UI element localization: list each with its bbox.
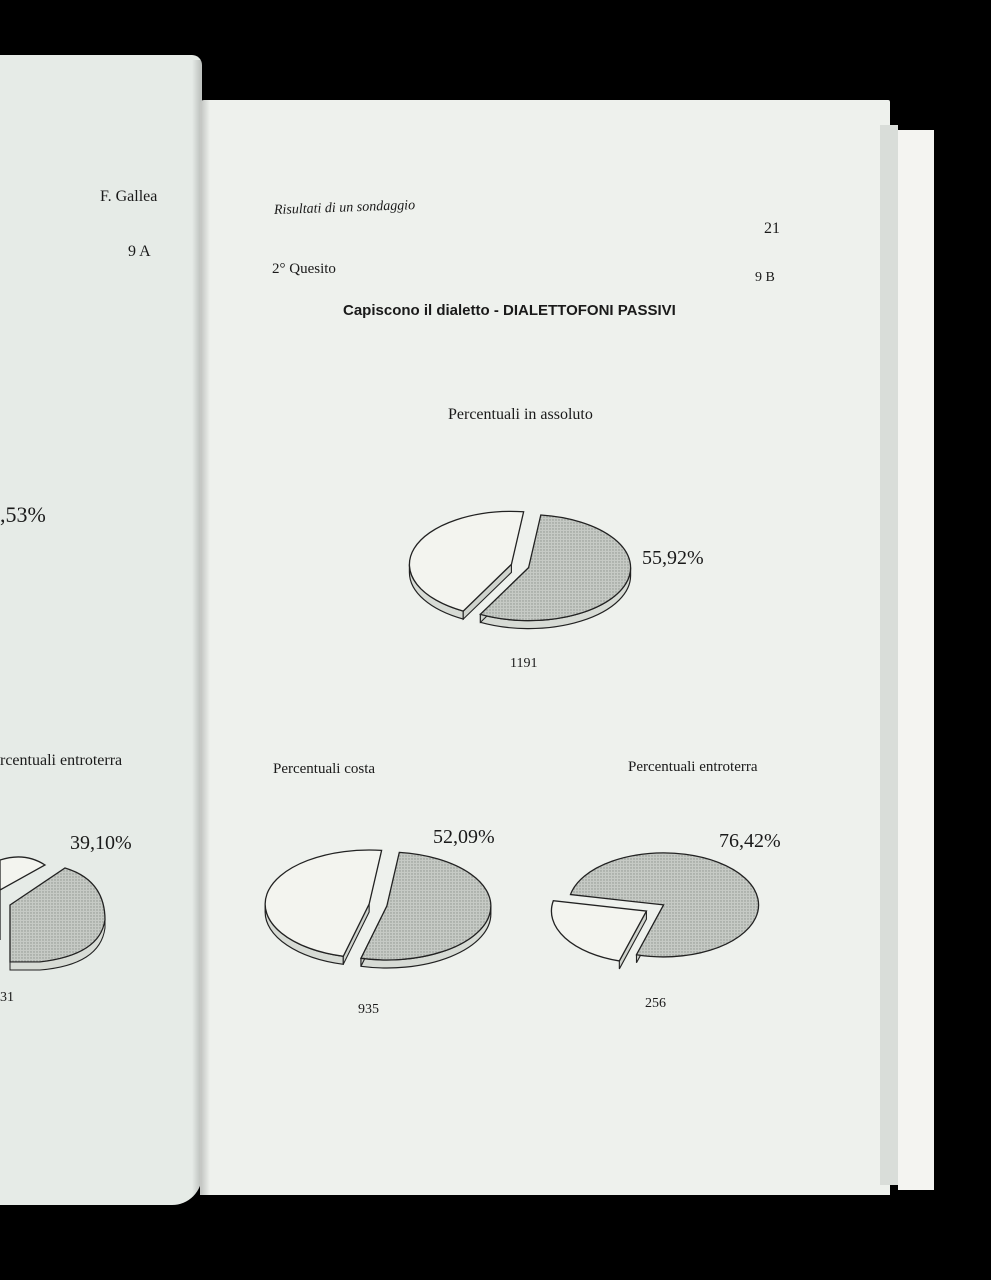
value-label-assoluto: 55,92% <box>642 547 704 569</box>
left-partial-pie <box>0 857 105 970</box>
left-chart-title: rcentuali entroterra <box>0 752 123 769</box>
value-label-costa: 52,09% <box>433 826 495 848</box>
left-figure-number: 9 A <box>128 243 151 260</box>
chart-title-entroterra: Percentuali entroterra <box>628 759 758 775</box>
left-author: F. Gallea <box>100 188 158 205</box>
count-label-entroterra: 256 <box>645 996 666 1011</box>
page-number: 21 <box>764 220 780 237</box>
page-title: Capiscono il dialetto - DIALETTOFONI PASSIVI <box>343 302 676 319</box>
count-label-costa: 935 <box>358 1002 379 1017</box>
left-pct-top: ,53% <box>0 502 46 527</box>
question-label: 2° Quesito <box>272 261 336 277</box>
running-head: Risultati di un sondaggio <box>273 198 416 218</box>
chart-title-costa: Percentuali costa <box>273 761 376 777</box>
left-pct-bottom: 39,10% <box>70 832 132 854</box>
right-figure-number: 9 B <box>755 270 775 285</box>
pie-slice-entroterra-other <box>551 901 646 961</box>
left-count-bottom: 31 <box>0 990 14 1005</box>
value-label-entroterra: 76,42% <box>719 830 781 852</box>
count-label-assoluto: 1191 <box>510 656 538 671</box>
chart-title-assoluto: Percentuali in assoluto <box>448 406 593 423</box>
